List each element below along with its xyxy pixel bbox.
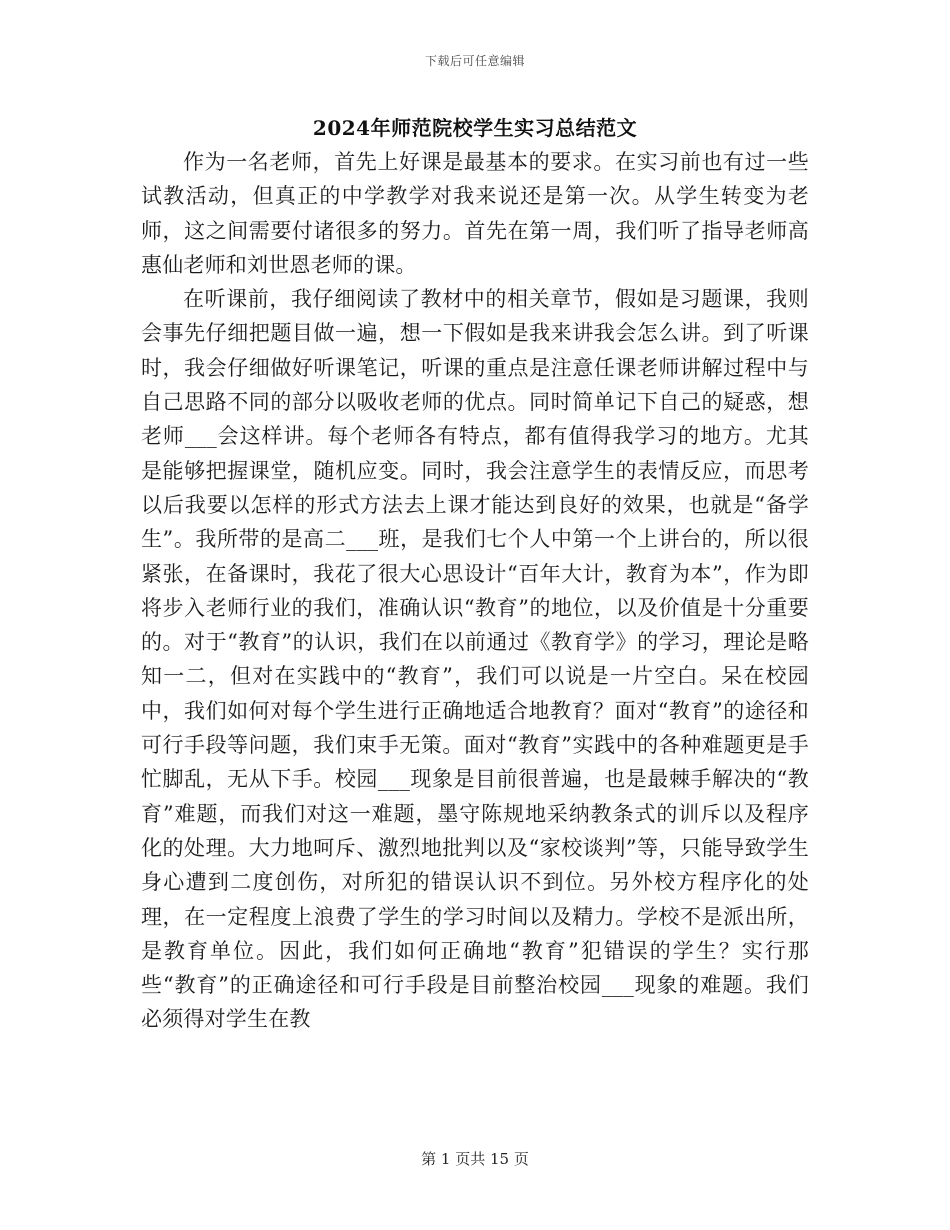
paragraph-1: 作为一名老师，首先上好课是最基本的要求。在实习前也有过一些试教活动，但真正的中学教学对我来说还是第一次。从学生转变为老师，这之间需要付诸很多的努力。首先在第一周，我们听了指导老师高惠仙老师和刘世恩老师的课。 (141, 150, 809, 277)
document-title: 2024年师范院校学生实习总结范文 (312, 116, 638, 140)
page-number: 第 1 页共 15 页 (421, 1150, 529, 1168)
document-body (141, 145, 809, 1037)
paragraph-2: 在听课前，我仔细阅读了教材中的相关章节，假如是习题课，我则会事先仔细把题目做一遍，想一下假如是我来讲我会怎么讲。到了听课时，我会仔细做好听课笔记，听课的重点是注意任课老师讲解过程中与自己思路不同的部分以吸收老师的优点。同时简单记下自己的疑惑，想老师___会这样讲。每个老师各有特点，都有值得我学习的地方。尤其是能够把握课堂，随机应变。同时，我会注意学生的表情反应，而思考以后我要以怎样的形式方法去上课才能达到良好的效果，也就是“备学生”。我所带的是高二___班，是我们七个人中第一个上讲台的，所以很紧张，在备课时，我花了很大心思设计“百年大计，教育为本”，作为即将步入老师行业的我们，准确认识“教育”的地位，以及价值是十分重要的。对于“教育”的认识，我们在以前通过《教育学》的学习，理论是略知一二，但对在实践中的“教育”，我们可以说是一片空白。呆在校园中，我们如何对每个学生进行正确地适合地教育？面对“教育”的途径和可行手段等问题，我们束手无策。面对“教育”实践中的各种难题更是手忙脚乱，无从下手。校园___现象是目前很普遍，也是最棘手解决的“教育”难题，而我们对这一难题，墨守陈规地采纳教条式的训斥以及程序化的处理。大力地呵斥、激烈地批判以及“家校谈判”等，只能导致学生身心遭到二度创伤，对所犯的错误认识不到位。另外校方程序化的处理，在一定程度上浪费了学生的学习时间以及精力。学校不是派出所，是教育单位。因此，我们如何正确地“教育”犯错误的学生？实行那些“教育”的正确途径和可行手段是目前整治校园___现象的难题。我们必须得对学生在教 (141, 287, 809, 1032)
page-header-note: 下载后可任意编辑 (424, 54, 525, 68)
